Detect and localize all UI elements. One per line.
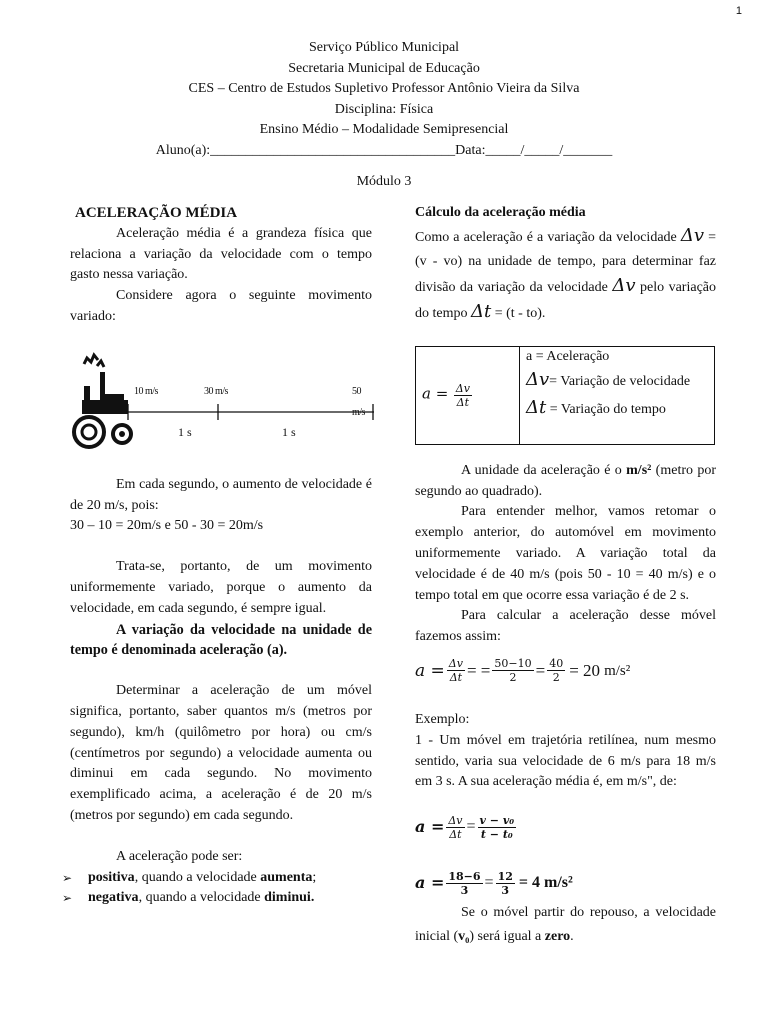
paragraph-unit: A unidade da aceleração é o m/s² (metro por segundo ao quadrado). bbox=[415, 462, 716, 499]
definition-legend-cell: a = Aceleração Δv= Variação de velocidade Δt = Variação do tempo bbox=[520, 346, 715, 444]
section-title-aceleracao: ACELERAÇÃO MÉDIA bbox=[75, 205, 238, 221]
paragraph-types: A aceleração pode ser: bbox=[116, 848, 243, 864]
speed-label-1: 10 m/s bbox=[134, 385, 158, 397]
paragraph-increase: Em cada segundo, o aumento de velocidade é de 20 m/s, pois: bbox=[70, 476, 372, 513]
paragraph-calculation: 30 – 10 = 20m/s e 50 - 30 = 20m/s bbox=[70, 518, 264, 534]
header-student-line: Aluno(a):___________________________________Data:_____/_____/_______ bbox=[155, 142, 613, 158]
paragraph-determine: Determinar a aceleração de um móvel significa, portanto, saber quantos m/s (metros por segundo), km/h (quilômetro por hora) ou cm/s (centímetros por segundo) a velocidade aumenta ou diminui em cada segundo. No movimento exemplificado acima, a aceleração é de 20 m/s (metros por segundo) em cada segundo. bbox=[70, 683, 372, 823]
header-line-3: CES – Centro de Estudos Supletivo Professor Antônio Vieira da Silva bbox=[188, 81, 580, 97]
module-title: Módulo 3 bbox=[356, 174, 412, 189]
speed-label-3: 50 m/s bbox=[352, 385, 365, 418]
delta-v-symbol: Δv bbox=[680, 224, 705, 246]
document-header bbox=[0, 38, 768, 162]
section-title-calculo: Cálculo da aceleração média bbox=[415, 205, 586, 220]
example-problem: 1 - Um móvel em trajetória retilínea, num mesmo sentido, varia sua velocidade de 6 m/s para 18 m/s em 3 s. A sua aceleração média é, em m/s", de: bbox=[415, 732, 716, 790]
paragraph-rest: Se o móvel partir do repouso, a velocidade inicial (v₀) será igual a zero. bbox=[415, 905, 716, 945]
list-item-negative: ➢ negativa, quando a velocidade diminui. bbox=[62, 888, 372, 909]
header-line-4: Disciplina: Física bbox=[334, 101, 434, 117]
time-label-2: 1 s bbox=[282, 424, 296, 439]
speed-label-2: 30 m/s bbox=[204, 385, 228, 397]
definition-box bbox=[415, 346, 715, 445]
header-line-2: Secretaria Municipal de Educação bbox=[288, 60, 480, 76]
tractor-figure bbox=[70, 348, 372, 473]
header-line-5: Ensino Médio – Modalidade Semipresencial bbox=[259, 122, 509, 138]
distance-line bbox=[126, 402, 376, 422]
time-label-1: 1 s bbox=[178, 424, 192, 439]
right-column bbox=[415, 203, 716, 949]
paragraph-highlight: A variação da velocidade na unidade de tempo é denominada aceleração (a). bbox=[70, 621, 372, 659]
page-number: 1 bbox=[735, 5, 742, 17]
equation-example-2: a = $\frac{\Delta v}{\Delta t}$ = $\frac{\text{v − v₀}}{\text{t − t₀}}$ bbox=[415, 813, 515, 841]
list-item-positive: ➢ positiva, quando a velocidade aumenta; bbox=[62, 868, 372, 889]
paragraph-definition: Aceleração média é a grandeza física que relaciona a variação da velocidade com o tempo gasto nessa variação. bbox=[70, 225, 372, 283]
definition-formula-cell: a = $\frac{\Delta v}{\Delta t}$ bbox=[416, 346, 520, 444]
tractor-icon bbox=[72, 350, 134, 450]
delta-t-symbol: Δt bbox=[471, 300, 492, 322]
equation-example-1: a = $\frac{\Delta v}{\Delta t}$ = = $\frac{50-10}{2}$ = $\frac{40}{2}$ = 20 m/s² bbox=[415, 657, 631, 685]
acceleration-types-list bbox=[62, 868, 372, 910]
paragraph-calc-intro: Como a aceleração é a variação da velocidade Δv = (v - vo) na unidade de tempo, para determinar faz divisão da variação da velocidade Δv pelo variação do tempo Δt = (t - to). bbox=[415, 224, 716, 322]
example-title: Exemplo: bbox=[415, 711, 470, 727]
paragraph-uniform: Trata-se, portanto, de um movimento uniformemente variado, porque o aumento da velocidade, em cada segundo, é sempre igual. bbox=[70, 559, 372, 616]
delta-v-symbol-2: Δv bbox=[612, 274, 636, 296]
equation-example-3: a = $\frac{18-6}{3}$ = $\frac{12}{3}$ = 4 m/s² bbox=[415, 869, 573, 897]
header-line-1: Serviço Público Municipal bbox=[308, 40, 460, 55]
left-column bbox=[70, 203, 372, 909]
paragraph-consider: Considere agora o seguinte movimento variado: bbox=[70, 288, 372, 324]
paragraph-example-intro: Para entender melhor, vamos retomar o exemplo anterior, do automóvel em movimento uniformemente variado. A variação total da velocidade é de 40 m/s (pois 50 - 10 = 40 m/s) e o tempo total em que ocorre essa variação é de 2 s. bbox=[415, 504, 716, 603]
paragraph-calc-how: Para calcular a aceleração desse móvel fazemos assim: bbox=[415, 608, 716, 645]
